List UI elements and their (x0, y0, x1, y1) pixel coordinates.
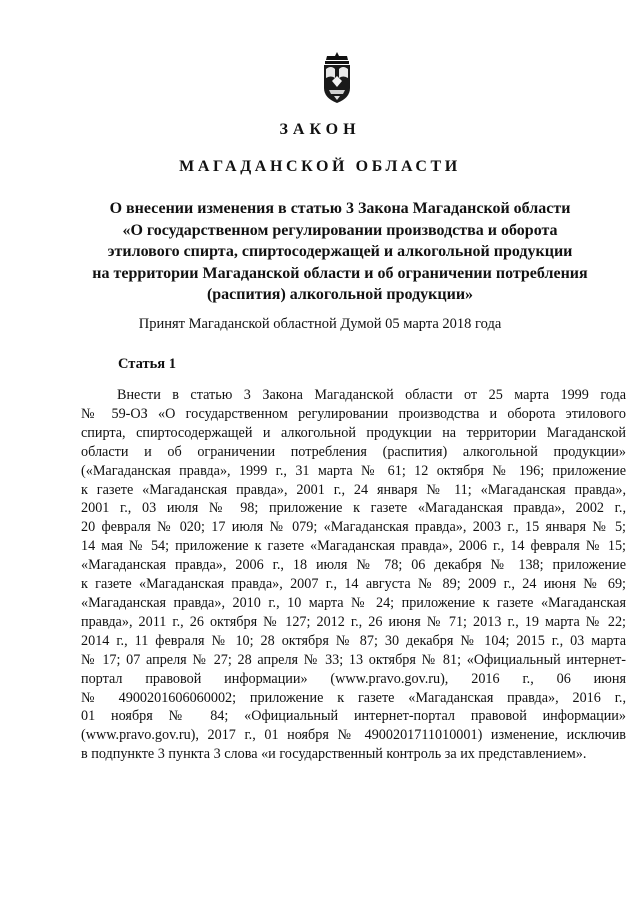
body-line: 14 мая № 54; приложение к газете «Магаданская правда», 2006 г., 14 февраля № 15; (81, 538, 626, 555)
law-heading: ЗАКОН (279, 121, 361, 138)
body-line: Внести в статью 3 Закона Магаданской области от 25 марта 1999 года (117, 387, 626, 403)
body-line: к газете «Магаданская правда», 2001 г., 24 января № 11; «Магаданская правда», (81, 481, 626, 498)
body-line: 2001 г., 03 июля № 98; приложение к газете «Магаданская правда», 2002 г., (81, 500, 626, 517)
body-line: в подпункте 3 пункта 3 слова «и государственный контроль за их представлением». (81, 746, 587, 763)
body-line: 01 ноября № 84; «Официальный интернет-портал правовой информации» (81, 708, 626, 725)
title-line: этилового спирта, спиртосодержащей и алкогольной продукции (107, 243, 573, 260)
body-line: № 59-ОЗ «О государственном регулировании производства и оборота этилового (81, 405, 626, 422)
law-title (60, 198, 620, 306)
body-line: «Магаданская правда», 2010 г., 10 марта № 24; приложение к газете «Магаданская (81, 594, 626, 611)
coat-of-arms-icon (323, 52, 351, 104)
body-line: области и об ограничении потребления (распития) алкогольной продукции» (81, 443, 626, 460)
title-line: «О государственном регулировании производства и оборота (122, 221, 558, 239)
article-heading: Статья 1 (118, 356, 176, 372)
body-line: «Магаданская правда», 2006 г., 18 июля № 78; 06 декабря № 138; приложение (81, 557, 626, 574)
body-line: («Магаданская правда», 1999 г., 31 марта № 61; 12 октября № 196; приложение (81, 462, 626, 479)
body-line: (www.pravo.gov.ru), 2017 г., 01 ноября № 4900201711010001) изменение, исключив (81, 727, 626, 744)
title-line: на территории Магаданской области и об ограничении потребления (92, 264, 588, 282)
body-line: спирта, спиртосодержащей и алкогольной продукции на территории Магаданской (81, 424, 626, 441)
title-line: (распития) алкогольной продукции» (206, 286, 474, 303)
adoption-line: Принят Магаданской областной Думой 05 марта 2018 года (138, 316, 502, 332)
body-line: 2014 г., 11 февраля № 10; 28 октября № 87; 30 декабря № 104; 2015 г., 03 марта (81, 632, 626, 649)
body-line: портал правовой информации» (www.pravo.gov.ru), 2016 г., 06 июня (81, 670, 626, 687)
body-line: к газете «Магаданская правда», 2007 г., 14 августа № 89; 2009 г., 24 июня № 69; (81, 576, 626, 593)
region-heading: МАГАДАНСКОЙ ОБЛАСТИ (179, 158, 461, 175)
body-line: № 17; 07 апреля № 27; 28 апреля № 33; 13 октября № 81; «Официальный интернет- (81, 651, 626, 668)
title-line: О внесении изменения в статью 3 Закона Магаданской области (109, 200, 571, 217)
body-line: 20 февраля № 020; 17 июля № 079; «Магаданская правда», 2003 г., 15 января № 5; (81, 519, 626, 536)
body-line: № 4900201606060002; приложение к газете «Магаданская правда», 2016 г., (81, 689, 626, 706)
article-body (81, 386, 626, 764)
body-line: правда», 2011 г., 26 октября № 127; 2012 г., 26 июня № 71; 2013 г., 19 марта № 22; (81, 613, 626, 630)
